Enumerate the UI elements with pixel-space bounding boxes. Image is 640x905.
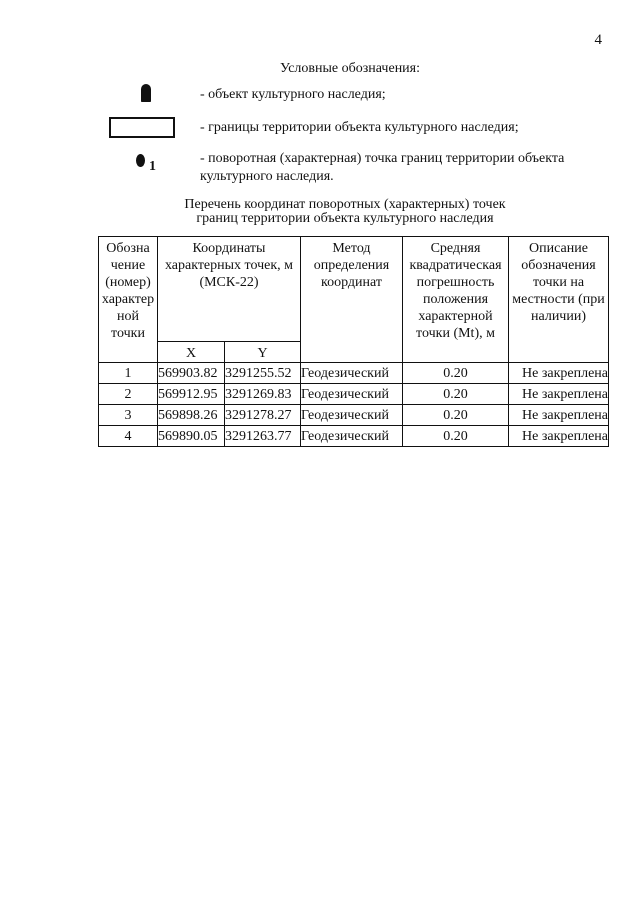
cell-num: 1 [99, 363, 158, 384]
cell-description: Не закреплена [509, 363, 609, 384]
legend-text: - объект культурного наследия; [200, 87, 386, 102]
table-title-line1: Перечень координат поворотных (характерных) точек [184, 197, 506, 212]
cell-y: 3291255.52 [225, 363, 301, 384]
cell-y: 3291263.77 [225, 426, 301, 447]
page-number: 4 [594, 32, 602, 48]
cell-x: 569903.82 [158, 363, 225, 384]
cell-error: 0.20 [403, 426, 509, 447]
cell-method: Геодезический [301, 426, 403, 447]
table-row [99, 363, 609, 384]
table-header-row [99, 237, 609, 342]
header-x: X [158, 342, 225, 363]
legend-title: Условные обозначения: [279, 61, 421, 76]
header-error: Средняя квадратическая погрешность положения характерной точки (Mt), м [403, 237, 509, 363]
table-title-line2: границ территории объекта культурного наследия [196, 211, 494, 226]
legend-text: - поворотная (характерная) точка границ территории объекта культурного наследия. [200, 151, 565, 184]
turning-point-icon [136, 154, 145, 167]
cell-x: 569898.26 [158, 405, 225, 426]
cell-x: 569912.95 [158, 384, 225, 405]
cell-num: 2 [99, 384, 158, 405]
table-row [99, 405, 609, 426]
coordinates-table [98, 236, 609, 447]
table-row [99, 426, 609, 447]
cell-method: Геодезический [301, 384, 403, 405]
cell-num: 3 [99, 405, 158, 426]
cell-description: Не закреплена [509, 405, 609, 426]
cell-description: Не закреплена [509, 426, 609, 447]
boundary-rectangle-icon [109, 117, 175, 138]
cell-x: 569890.05 [158, 426, 225, 447]
cell-error: 0.20 [403, 363, 509, 384]
cell-error: 0.20 [403, 405, 509, 426]
cell-error: 0.20 [403, 384, 509, 405]
header-point-number: Обозна чение (номер) характер ной точки [99, 237, 158, 363]
cell-y: 3291269.83 [225, 384, 301, 405]
header-coordinates: Координаты характерных точек, м (МСК-22) [158, 237, 301, 342]
cultural-object-icon [141, 84, 151, 102]
cell-method: Геодезический [301, 405, 403, 426]
header-method: Метод определения координат [301, 237, 403, 363]
table-title [0, 198, 640, 226]
table-row [99, 384, 609, 405]
cell-num: 4 [99, 426, 158, 447]
cell-y: 3291278.27 [225, 405, 301, 426]
turning-point-label: 1 [149, 159, 156, 174]
header-description: Описание обозначения точки на местности (при наличии) [509, 237, 609, 363]
legend-text: - границы территории объекта культурного наследия; [200, 120, 519, 135]
cell-method: Геодезический [301, 363, 403, 384]
cell-description: Не закреплена [509, 384, 609, 405]
header-y: Y [225, 342, 301, 363]
